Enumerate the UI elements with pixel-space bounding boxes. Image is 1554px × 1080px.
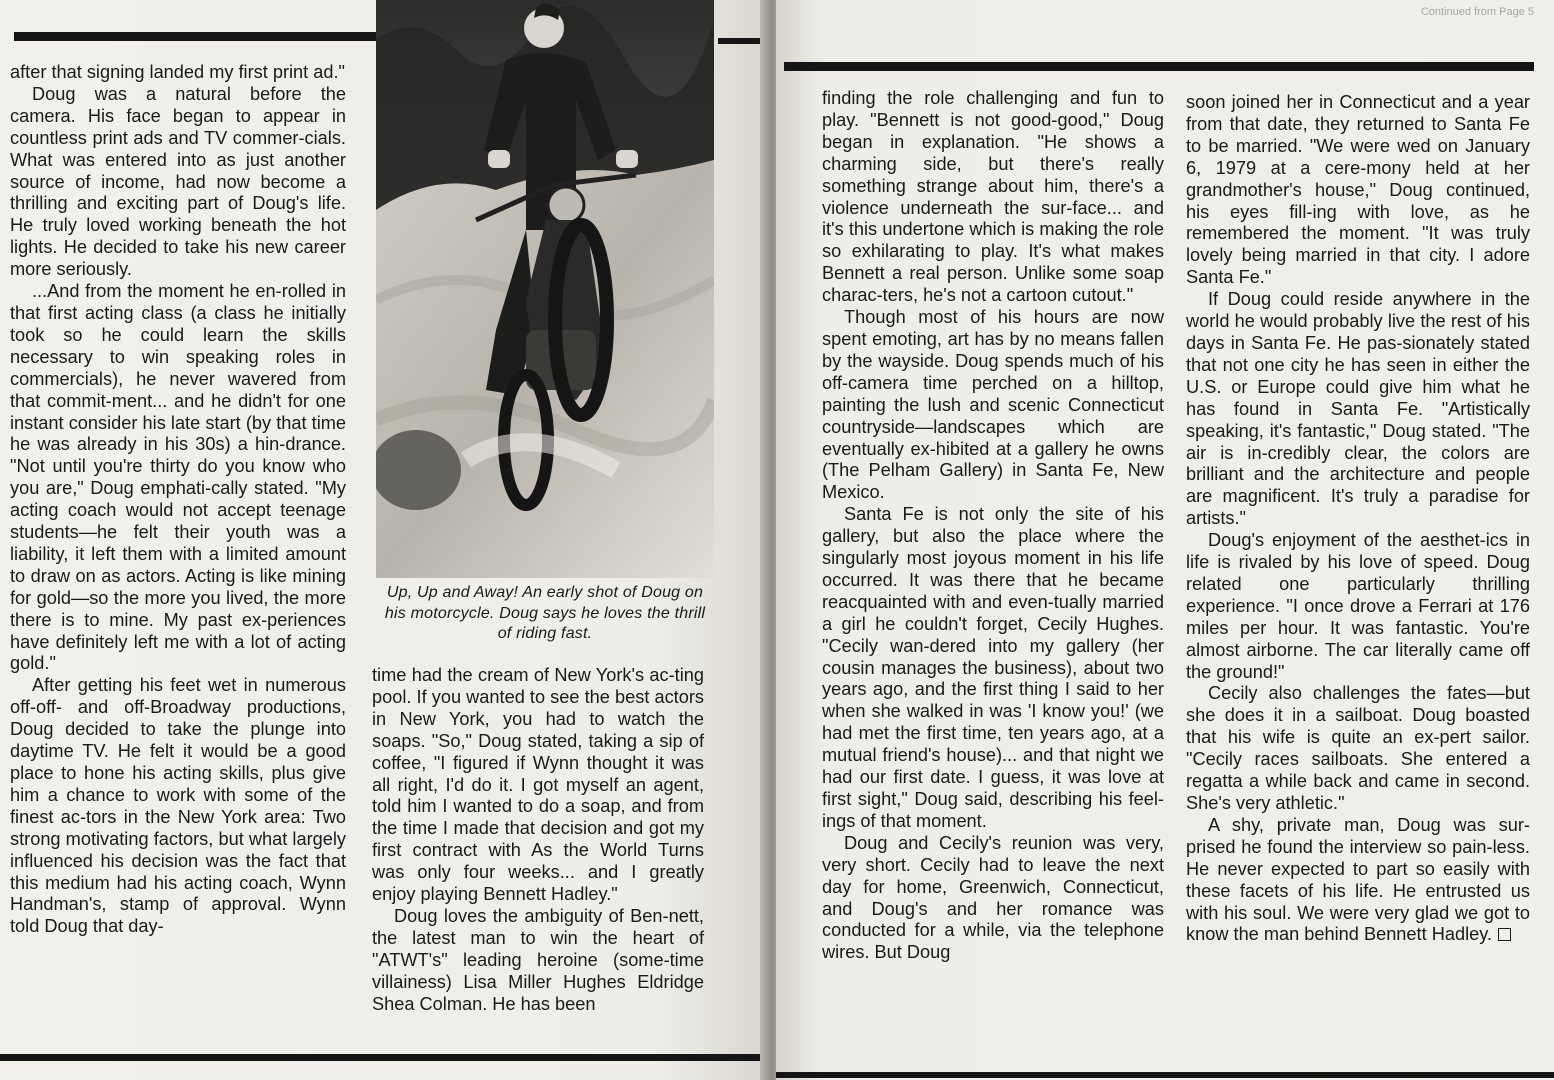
paragraph: After getting his feet wet in numerous off-off- and off-Broadway productions, Doug decided to take the plunge into daytime TV. He felt it would be a good place to hone his acting skills, plus give him a chance to work with some of the finest ac-tors in the New York area: Two strong motivating factors, but what largely influenced his decision was the fact that this medium had his acting coach, Wynn Handman's, stamp of approval. Wynn told Doug that day- <box>10 675 346 937</box>
paragraph: after that signing landed my first print ad." <box>10 62 346 82</box>
paragraph: time had the cream of New York's ac-ting pool. If you wanted to see the best actors in New York, you had to watch the soaps. "So," Doug stated, taking a sip of coffee, "I figured if Wynn thought it was all right, I'd do it. I got myself an agent, told him I wanted to do a soap, and from the time I made that decision and got my first contract with As the World Turns was only four weeks... and I greatly enjoy playing Bennett Hadley." <box>372 665 704 905</box>
paragraph: soon joined her in Connecticut and a year from that date, they returned to Santa Fe to be married. "We were wed on January 6, 1979 at a cere-mony held at her grandmother's house," Doug continued, his eyes fill-ing with love, as he remembered the moment. "It was truly lovely being married in that city. I adore Santa Fe." <box>1186 92 1530 288</box>
paragraph-final <box>1186 815 1530 946</box>
bottom-rule-right <box>776 1072 1554 1078</box>
right-page <box>776 0 1554 1080</box>
paragraph: Doug loves the ambiguity of Ben-nett, the latest man to win the heart of "ATWT's" leading heroine (some-time villainess) Lisa Miller Hughes Eldridge Shea Colman. He has been <box>372 905 704 1014</box>
paragraph: Santa Fe is not only the site of his gallery, but also the place where the singularly most joyous moment in his life occurred. It was there that he became reacquainted with and even-tually married a girl he couldn't forget, Cecily Hughes. "Cecily wan-dered into my gallery (her cousin manages the business), about two years ago, and the first thing I said to her when she walked in was 'I know you!' (we had met the first time, ten years ago, at a mutual friend's house)... and that night we had our first date. I guess, it was love at first sight," Doug said, describing his feel-ings of that moment. <box>822 504 1164 831</box>
top-rule-left <box>14 32 382 41</box>
bottom-rule-left <box>0 1054 760 1061</box>
paragraph: Doug was a natural before the camera. His face began to appear in countless print ads and TV commer-cials. What was entered into as just another source of income, had now become a thrilling and exciting part of Doug's life. He truly loved working beneath the hot lights. He decided to take his new career more seriously. <box>10 83 346 280</box>
article-column-4 <box>1186 92 1530 946</box>
photo-caption: Up, Up and Away! An early shot of Doug on his motorcycle. Doug says he loves the thrill of riding fast. <box>384 584 706 642</box>
top-rule-left-gutter <box>718 38 762 44</box>
paragraph: If Doug could reside anywhere in the world he would probably live the rest of his days in Santa Fe. He pas-sionately stated that not one city he has seen in either the U.S. or Europe could give him what he has found in Santa Fe. "Artistically speaking, it's fantastic," Doug stated. "The air is in-credibly clear, the colors are brilliant and the architecture and people are magnificent. It's truly a paradise for artists." <box>1186 289 1530 529</box>
article-column-1 <box>10 62 346 938</box>
paragraph: finding the role challenging and fun to play. "Bennett is not good-good," Doug began in explanation. "He shows a charming side, but there's really something strange about him, there's a violence underneath the sur-face... and it's this undertone which is making the role so exhilarating to play. It's what makes Bennett a real person. Unlike some soap charac-ters, he's not a cartoon cutout." <box>822 88 1164 306</box>
folio-text: Continued from Page 5 <box>1420 6 1534 18</box>
article-column-3 <box>822 88 1164 964</box>
top-rule-right <box>784 62 1534 71</box>
left-page <box>0 0 768 1080</box>
paragraph: Doug's enjoyment of the aesthet-ics in life is rivaled by his love of speed. Doug related one particularly thrilling experience. "I once drove a Ferrari at 176 miles per hour. It was fantastic. You're almost airborne. The car literally came off the ground!" <box>1186 530 1530 682</box>
paragraph: Doug and Cecily's reunion was very, very short. Cecily had to leave the next day for home, Greenwich, Connecticut, and Doug's and her romance was conducted for a while, via the telephone wires. But Doug <box>822 832 1164 963</box>
end-mark-icon <box>1498 928 1511 941</box>
paragraph-final-text: A shy, private man, Doug was sur-prised he found the interview so pain-less. He never expected to part so easily with these facets of his life. He entrusted us with his soul. We were very glad we got to know the man behind Bennett Hadley. <box>1186 814 1530 945</box>
motorcycle-photo <box>376 0 714 578</box>
paragraph: ...And from the moment he en-rolled in that first acting class (a class he initially took so he could learn the skills necessary to win speaking roles in commercials), he never wavered from that commit-ment... and he didn't for one instant consider his late start (by that time he was already in his 30s) a hin-drance. "Not until you're thirty do you know who you are," Doug emphati-cally stated. "My acting coach would not accept teenage students—he felt their youth was a liability, it left them with a limited amount to draw on as actors. Acting is like mining for gold—so the more you lived, the more there is to mine. My past ex-periences have definitely left me with a lot of acting gold." <box>10 281 346 674</box>
article-column-2 <box>372 665 704 1016</box>
paragraph: Though most of his hours are now spent emoting, art has by no means fallen by the wayside. Doug spends much of his off-camera time perched on a hilltop, painting the lush and scenic Connecticut countryside—landscapes which are eventually ex-hibited at a gallery he owns (The Pelham Gallery) in Santa Fe, New Mexico. <box>822 307 1164 503</box>
paragraph: Cecily also challenges the fates—but she does it in a sailboat. Doug boasted that his wife is quite an ex-pert sailor. "Cecily races sailboats. She entered a regatta a while back and came in second. She's very athletic." <box>1186 683 1530 813</box>
